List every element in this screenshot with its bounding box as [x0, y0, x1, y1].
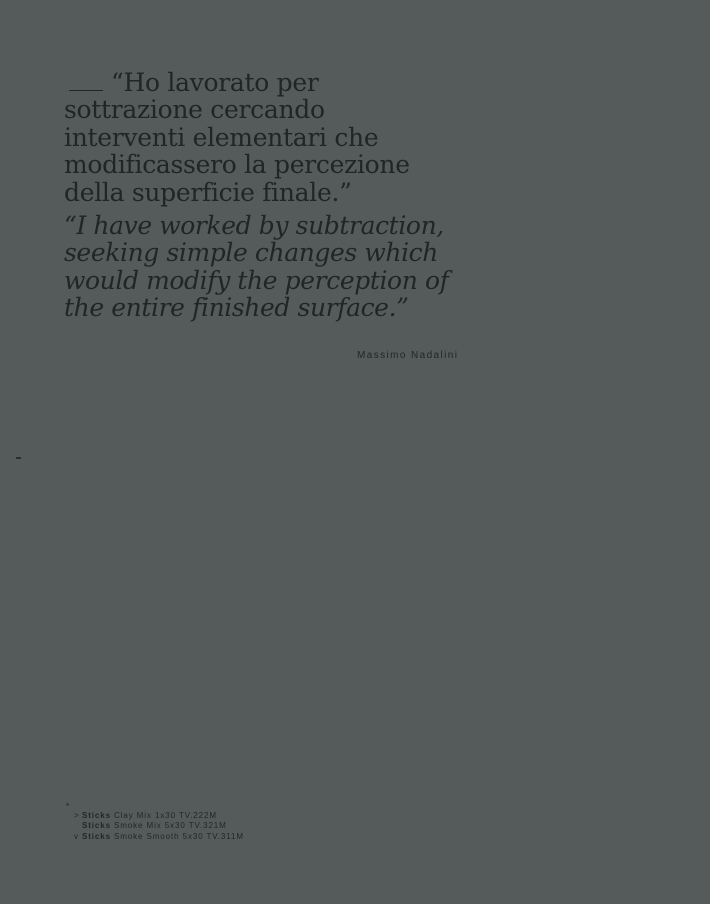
caption-marker: >	[74, 811, 80, 820]
caption-row	[74, 832, 244, 842]
quote-author: Massimo Nadalini	[357, 350, 459, 361]
caption-marker: v	[74, 831, 79, 841]
quote-italian	[64, 69, 474, 206]
quote-italian-text: “Ho lavorato per sottrazione cercando interventi elementari che modificassero la percezione della superficie finale.”	[64, 68, 410, 207]
caption-dot	[66, 803, 69, 806]
quote-english: “I have worked by subtraction, seeking simple changes which would modify the perception of the entire finished surface.”	[64, 211, 449, 323]
caption-product-name: Sticks	[82, 831, 111, 841]
quote-dash	[69, 76, 103, 91]
caption-row	[74, 821, 244, 831]
caption-row	[74, 811, 244, 821]
caption-product-name: Sticks	[82, 811, 111, 820]
caption-product-name: Sticks	[82, 821, 111, 831]
caption-product-detail: Smoke Mix 5x30 TV.321M	[113, 821, 227, 831]
page-edge-mark	[16, 457, 21, 459]
caption-product-detail: Smoke Smooth 5x30 TV.311M	[113, 831, 244, 841]
caption-product-detail: Clay Mix 1x30 TV.222M	[113, 811, 217, 820]
product-captions	[74, 811, 244, 842]
